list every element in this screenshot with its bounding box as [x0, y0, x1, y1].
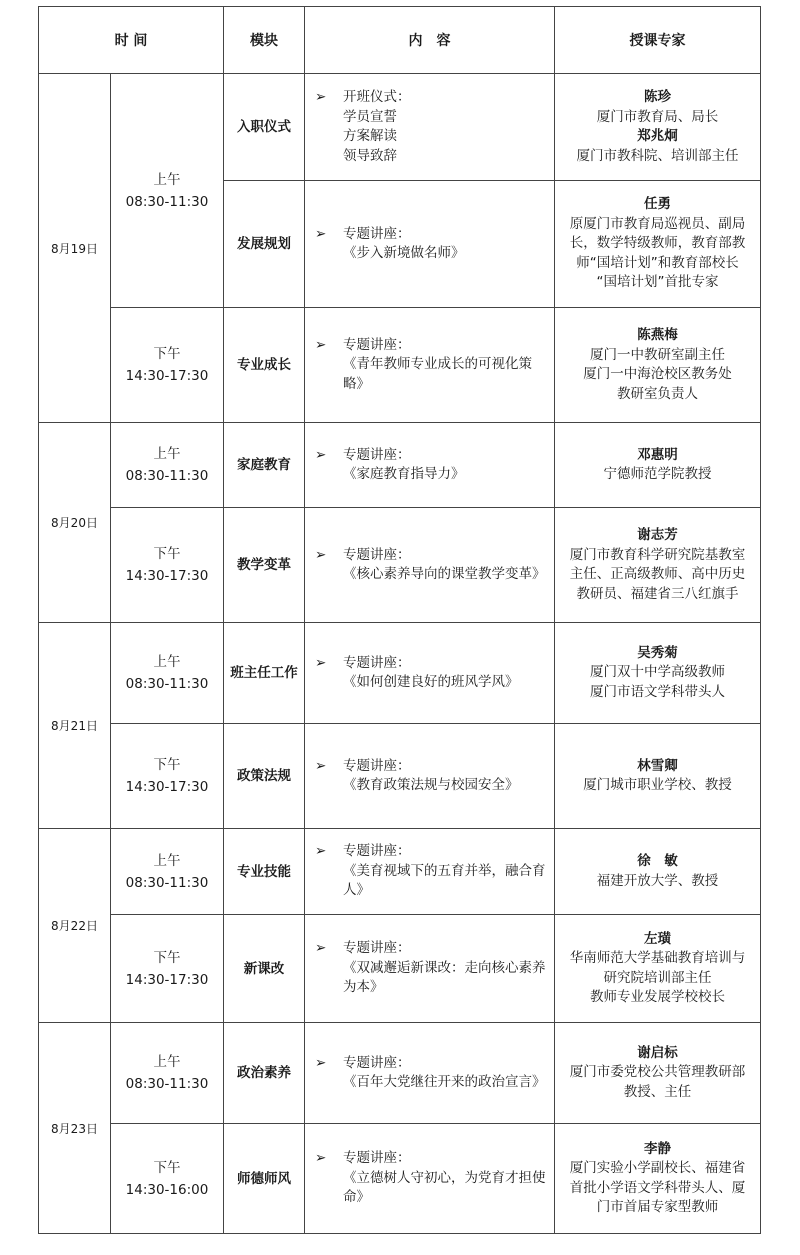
content-line: 《双减邂逅新课改：走向核心素养: [343, 959, 546, 976]
content-heading-text: 专题讲座：: [343, 546, 411, 563]
content-cell: [305, 423, 555, 508]
content-line: 《立德树人守初心，为党育才担使: [343, 1169, 546, 1186]
content-line: 《家庭教育指导力》: [343, 466, 465, 482]
expert-name: 左璜: [644, 930, 671, 947]
expert-title-line: 厦门一中教研室副主任: [590, 346, 725, 363]
content-heading-text: 开班仪式：: [343, 89, 411, 105]
arrow-bullet-icon: ➢: [315, 843, 327, 860]
period-label: 下午: [153, 949, 181, 966]
content-heading: [315, 88, 546, 108]
arrow-bullet-icon: ➢: [315, 757, 327, 774]
expert-title-line: 宁德师范学院教授: [603, 466, 712, 482]
content-line: 为本》: [343, 979, 384, 996]
time-cell: [111, 308, 224, 423]
content-heading: [315, 939, 546, 959]
content-cell: [305, 915, 555, 1023]
module-cell: 发展规划: [224, 181, 305, 308]
module-cell: 班主任工作: [224, 623, 305, 724]
content-cell: [305, 308, 555, 423]
time-cell: [111, 1124, 224, 1234]
arrow-bullet-icon: ➢: [315, 1150, 327, 1167]
module-cell: 政治素养: [224, 1023, 305, 1124]
date-cell: 8月22日: [39, 829, 111, 1023]
period-label: 上午: [153, 446, 181, 462]
time-cell: [111, 915, 224, 1023]
expert-title-line: 教研室负责人: [617, 385, 698, 402]
module-cell: 师德师风: [224, 1124, 305, 1234]
module-cell: 家庭教育: [224, 423, 305, 508]
content-heading: [315, 842, 546, 862]
module-cell: 教学变革: [224, 508, 305, 623]
arrow-bullet-icon: ➢: [315, 654, 327, 671]
expert-name: 李静: [644, 1140, 671, 1157]
date-cell: 8月19日: [39, 74, 111, 423]
expert-cell: [555, 1124, 761, 1234]
expert-name: 林雪卿: [637, 757, 678, 774]
content-cell: [305, 1023, 555, 1124]
content-cell: [305, 181, 555, 308]
schedule-body: [39, 74, 761, 1234]
content-line: 《步入新境做名师》: [343, 245, 465, 261]
hours-label: 08:30-11:30: [125, 1076, 209, 1092]
hours-label: 14:30-16:00: [125, 1181, 209, 1198]
expert-title-line: 原厦门市教育局巡视员、副局: [569, 215, 746, 232]
header-expert: 授课专家: [555, 7, 761, 74]
expert-cell: [555, 829, 761, 915]
module-cell: 入职仪式: [224, 74, 305, 181]
time-cell: [111, 623, 224, 724]
expert-title-line: 长，数学特级教师，教育部教: [569, 235, 746, 252]
content-heading-text: 专题讲座：: [343, 843, 411, 860]
time-cell: [111, 74, 224, 308]
period-label: 上午: [153, 852, 181, 869]
module-cell: 新课改: [224, 915, 305, 1023]
period-label: 下午: [153, 757, 181, 773]
time-cell: [111, 508, 224, 623]
expert-title-line: 厦门实验小学副校长、福建省: [569, 1160, 746, 1176]
arrow-bullet-icon: ➢: [315, 225, 327, 242]
arrow-bullet-icon: ➢: [315, 89, 327, 105]
expert-title-line: 研究院培训部主任: [603, 969, 712, 986]
expert-cell: [555, 915, 761, 1023]
expert-name: 郑兆炯: [637, 128, 678, 144]
content-line: 《美育视域下的五育并举，融合育: [343, 862, 546, 879]
expert-title-line: 厦门市教育科学研究院基教室: [569, 546, 746, 563]
time-cell: [111, 724, 224, 829]
content-heading: [315, 654, 546, 674]
content-heading: [315, 336, 546, 356]
content-heading-text: 专题讲座：: [343, 1054, 411, 1071]
content-heading: [315, 225, 546, 245]
expert-title-line: 主任、正高级教师、高中历史: [569, 566, 746, 582]
hours-label: 08:30-11:30: [125, 468, 209, 484]
module-cell: 专业技能: [224, 829, 305, 915]
content-cell: [305, 724, 555, 829]
content-line: 人》: [343, 882, 370, 899]
table-row: [39, 1023, 761, 1124]
expert-title-line: 首批小学语文学科带头人、厦: [569, 1179, 746, 1196]
period-label: 下午: [153, 546, 181, 562]
expert-title-line: 厦门市委党校公共管理教研部: [569, 1064, 746, 1081]
expert-title-line: 教授、主任: [623, 1083, 692, 1100]
arrow-bullet-icon: ➢: [315, 940, 327, 957]
module-cell: 政策法规: [224, 724, 305, 829]
period-label: 下午: [153, 346, 181, 362]
table-row: [39, 623, 761, 724]
table-row: [39, 1124, 761, 1234]
expert-cell: [555, 74, 761, 181]
table-row: [39, 915, 761, 1023]
expert-name: 邓惠明: [637, 446, 678, 463]
expert-title-line: “国培计划”首批专家: [596, 274, 719, 291]
table-row: [39, 423, 761, 508]
content-line: 《教育政策法规与校园安全》: [343, 777, 519, 793]
expert-cell: [555, 423, 761, 508]
expert-name: 谢启标: [637, 1044, 678, 1061]
content-heading: [315, 546, 546, 566]
expert-title-line: 厦门市语文学科带头人: [590, 683, 725, 700]
expert-title-line: 厦门一中海沧校区教务处: [583, 366, 732, 382]
content-heading: [315, 446, 546, 466]
content-line: 方案解读: [343, 128, 397, 144]
expert-title-line: 教研员、福建省三八红旗手: [576, 585, 739, 602]
content-heading-text: 专题讲座：: [343, 225, 411, 242]
time-cell: [111, 423, 224, 508]
expert-name: 陈珍: [644, 89, 671, 105]
expert-name: 徐 敏: [637, 853, 678, 869]
content-heading-text: 专题讲座：: [343, 940, 411, 957]
arrow-bullet-icon: ➢: [315, 1054, 327, 1071]
expert-title-line: 福建开放大学、教授: [596, 872, 719, 889]
expert-cell: [555, 181, 761, 308]
hours-label: 08:30-11:30: [125, 676, 209, 692]
hours-label: 14:30-17:30: [125, 568, 209, 584]
expert-title-line: 华南师范大学基础教育培训与: [569, 950, 746, 966]
date-cell: 8月23日: [39, 1023, 111, 1234]
hours-label: 08:30-11:30: [125, 874, 209, 891]
expert-name: 陈燕梅: [637, 327, 678, 343]
expert-cell: [555, 308, 761, 423]
hours-label: 14:30-17:30: [125, 368, 209, 384]
arrow-bullet-icon: ➢: [315, 546, 327, 563]
header-time: 时 间: [39, 7, 224, 74]
table-row: [39, 829, 761, 915]
hours-label: 14:30-17:30: [125, 779, 209, 795]
content-cell: [305, 74, 555, 181]
table-row: [39, 74, 761, 181]
content-cell: [305, 1124, 555, 1234]
time-cell: [111, 829, 224, 915]
content-line: 《如何创建良好的班风学风》: [343, 674, 519, 690]
content-cell: [305, 623, 555, 724]
content-line: 《青年教师专业成长的可视化策: [343, 356, 532, 373]
expert-title-line: 厦门市教科院、培训部主任: [576, 147, 739, 164]
schedule-table: [38, 6, 761, 1234]
content-cell: [305, 508, 555, 623]
expert-name: 吴秀菊: [637, 644, 678, 661]
content-line: 略》: [343, 375, 370, 392]
expert-title-line: 教师专业发展学校校长: [590, 989, 725, 1005]
expert-title-line: 厦门双十中学高级教师: [590, 664, 725, 681]
header-content: 内 容: [305, 7, 555, 74]
content-heading-text: 专题讲座：: [343, 336, 411, 353]
content-heading: [315, 1149, 546, 1169]
expert-name: 谢志芳: [637, 527, 678, 543]
period-label: 上午: [153, 1054, 181, 1070]
period-label: 上午: [153, 171, 181, 188]
expert-cell: [555, 1023, 761, 1124]
table-row: [39, 508, 761, 623]
expert-cell: [555, 508, 761, 623]
content-line: 学员宣誓: [343, 108, 397, 125]
header-module: 模块: [224, 7, 305, 74]
expert-title-line: 门市首届专家型教师: [596, 1199, 719, 1215]
content-heading-text: 专题讲座：: [343, 654, 411, 671]
date-cell: 8月21日: [39, 623, 111, 829]
expert-title-line: 师“国培计划”和教育部校长: [576, 254, 739, 271]
expert-cell: [555, 724, 761, 829]
content-heading: [315, 1054, 546, 1074]
table-row: [39, 724, 761, 829]
period-label: 下午: [153, 1159, 181, 1176]
arrow-bullet-icon: ➢: [315, 336, 327, 353]
hours-label: 08:30-11:30: [125, 193, 209, 210]
content-cell: [305, 829, 555, 915]
content-line: 《核心素养导向的课堂教学变革》: [343, 566, 546, 582]
expert-name: 任勇: [644, 196, 671, 213]
expert-cell: [555, 623, 761, 724]
arrow-bullet-icon: ➢: [315, 446, 327, 463]
time-cell: [111, 1023, 224, 1124]
content-heading: [315, 757, 546, 777]
content-line: 领导致辞: [343, 147, 397, 164]
content-heading-text: 专题讲座：: [343, 1150, 411, 1167]
content-line: 《百年大党继往开来的政治宣言》: [343, 1074, 546, 1090]
content-line: 命》: [343, 1189, 370, 1206]
module-cell: 专业成长: [224, 308, 305, 423]
expert-title-line: 厦门市教育局、局长: [596, 108, 719, 125]
expert-title-line: 厦门城市职业学校、教授: [583, 777, 732, 793]
content-heading-text: 专题讲座：: [343, 446, 411, 463]
date-cell: 8月20日: [39, 423, 111, 623]
content-heading-text: 专题讲座：: [343, 757, 411, 774]
table-row: [39, 308, 761, 423]
period-label: 上午: [153, 654, 181, 670]
hours-label: 14:30-17:30: [125, 971, 209, 988]
header-row: [39, 7, 761, 74]
